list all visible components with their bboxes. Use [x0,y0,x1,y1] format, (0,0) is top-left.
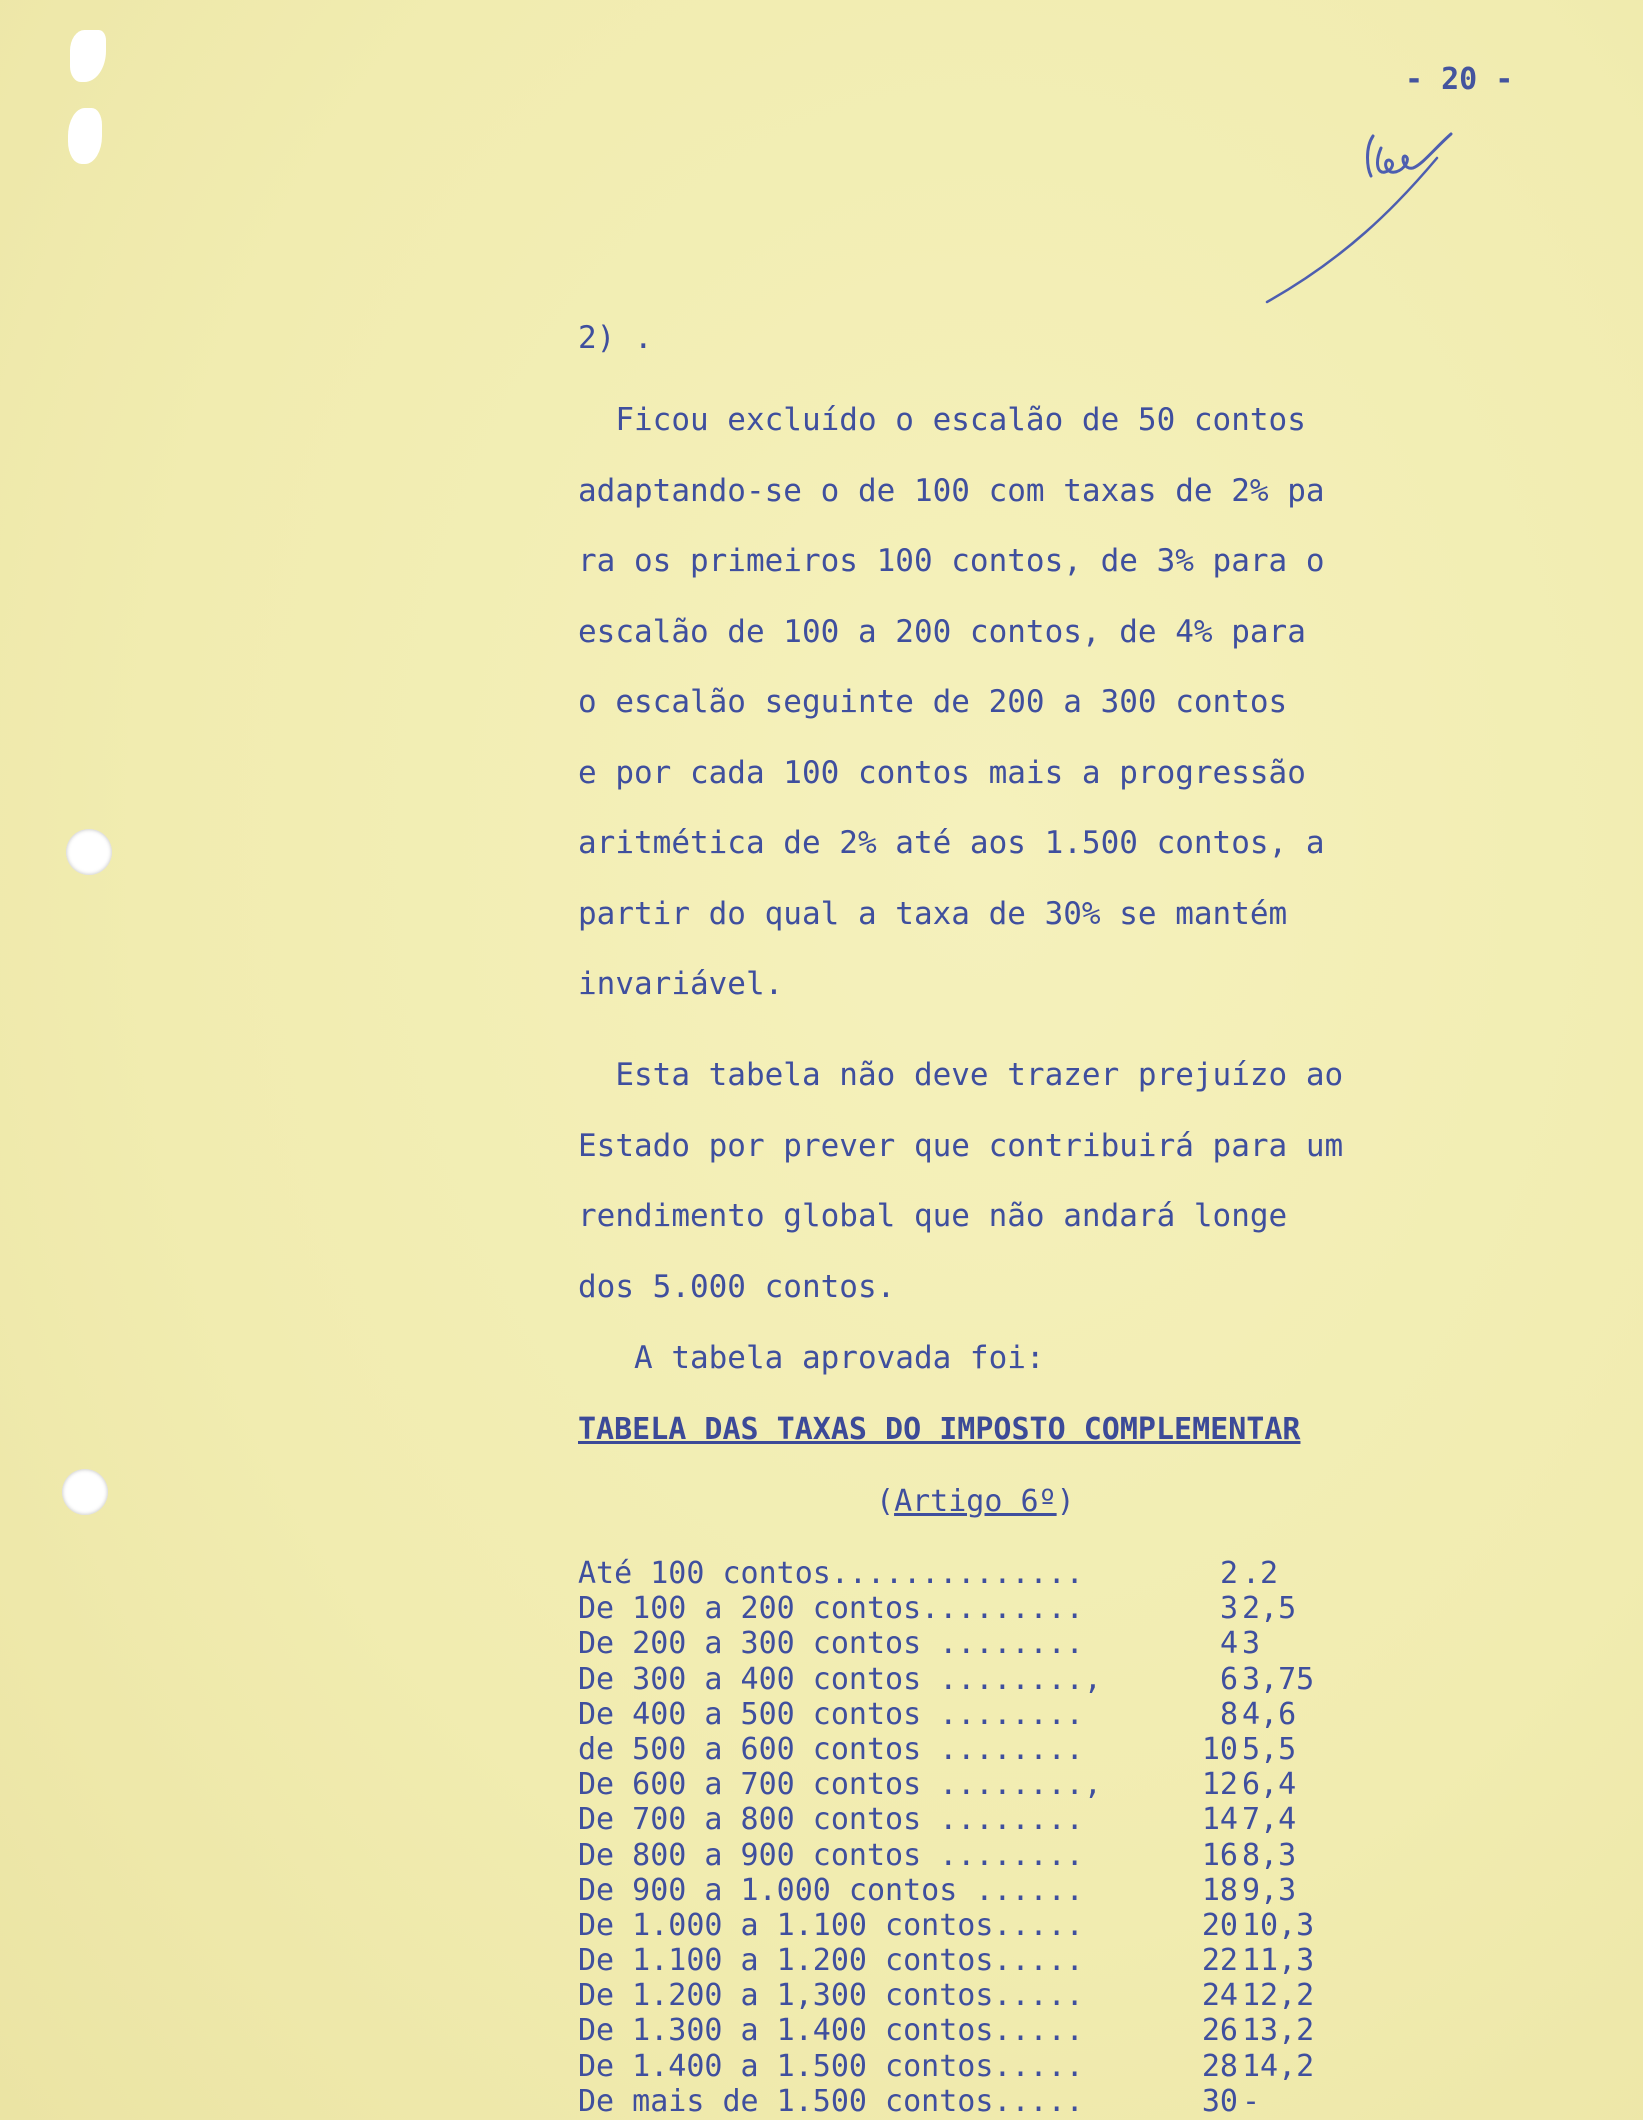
table-title: TABELA DAS TAXAS DO IMPOSTO COMPLEMENTAR [578,1412,1301,1447]
binder-hole-top [66,829,112,875]
subtitle-close: ) [1056,1484,1075,1519]
tax-rate: 4 [1219,1626,1238,1662]
bracket-range: De 1.200 a 1,300 contos..... [578,1978,1084,2014]
effective-rate: .2 [1242,1556,1279,1591]
tax-rate: 2 [1219,1556,1238,1591]
effective-rate: 5,5 [1242,1731,1297,1767]
tax-rate: 10 [1201,1731,1238,1767]
paragraph-line: invariável. [578,966,784,1002]
paragraph-line: ra os primeiros 100 contos, de 3% para o [578,543,1325,579]
signature-initials [1255,118,1495,318]
effective-rate: 13,2 [1242,2013,1315,2049]
effective-rate: 10,3 [1242,1907,1315,1943]
bracket-range: Até 100 contos.............. [578,1556,1084,1591]
effective-rate: 14,2 [1242,2048,1315,2084]
effective-rate: 11,3 [1242,1943,1315,1979]
bracket-range: De 1.000 a 1.100 contos..... [578,1907,1084,1943]
paragraph-line: Estado por prever que contribuirá para um [578,1128,1344,1164]
paragraph-line: Ficou excluído o escalão de 50 contos [578,402,1306,438]
subtitle-open: ( [876,1484,895,1519]
effective-rate: 12,2 [1242,1978,1315,2014]
paragraph-line: dos 5.000 contos. [578,1269,896,1305]
bracket-range: De 200 a 300 contos ........ [578,1626,1084,1662]
effective-rate: 3,75 [1242,1661,1315,1697]
tax-rate: 22 [1201,1943,1238,1979]
effective-rate: 6,4 [1242,1767,1297,1803]
tax-rate: 6 [1219,1661,1238,1697]
binder-hole-bottom [62,1469,108,1515]
bracket-range: De 300 a 400 contos ........, [578,1661,1102,1697]
section-marker: 2) . [578,320,653,356]
tax-rate: 3 [1219,1591,1238,1627]
effective-rate: 8,3 [1242,1837,1297,1873]
table-subtitle [876,1484,1075,1519]
tax-rate: 12 [1201,1767,1238,1803]
paragraph-line: rendimento global que não andará longe [578,1198,1288,1234]
tax-rate: 18 [1201,1872,1238,1908]
tax-rate: 16 [1201,1837,1238,1873]
effective-rate: 2,5 [1242,1591,1297,1627]
bracket-range: De 700 a 800 contos ........ [578,1802,1084,1838]
paragraph-line: e por cada 100 contos mais a progressão [578,755,1306,791]
bracket-range: De 100 a 200 contos......... [578,1591,1084,1627]
paragraph-line: Esta tabela não deve trazer prejuízo ao [578,1057,1344,1093]
bracket-range: De 1.100 a 1.200 contos..... [578,1943,1084,1979]
bracket-range: De 400 a 500 contos ........ [578,1696,1084,1732]
bracket-range: De 900 a 1.000 contos ...... [578,1872,1084,1908]
tax-rate: 8 [1219,1696,1238,1732]
effective-rate: 4,6 [1242,1696,1297,1732]
tax-rate: 26 [1201,2013,1238,2049]
effective-rate: 9,3 [1242,1872,1297,1908]
bracket-range: De 1.300 a 1.400 contos..... [578,2013,1084,2049]
bracket-range: De 600 a 700 contos ........, [578,1767,1102,1803]
paragraph-line: aritmética de 2% até aos 1.500 contos, a [578,825,1325,861]
torn-corner-mark [70,30,106,82]
tax-rate: 30 [1201,2083,1238,2119]
tax-rate: 20 [1201,1907,1238,1943]
effective-rate: - [1242,2083,1261,2119]
paragraph-line: adaptando-se o de 100 com taxas de 2% pa [578,473,1325,509]
paragraph-line: A tabela aprovada foi: [578,1340,1045,1376]
page-number: - 20 - [1405,62,1514,97]
bracket-range: De mais de 1.500 contos..... [578,2083,1084,2119]
paragraph-line: o escalão seguinte de 200 a 300 contos [578,684,1288,720]
paragraph-line: partir do qual a taxa de 30% se mantém [578,896,1288,932]
torn-hole-mark [68,108,102,164]
bracket-range: De 800 a 900 contos ........ [578,1837,1084,1873]
tax-rate: 28 [1201,2048,1238,2084]
effective-rate: 7,4 [1242,1802,1297,1838]
paragraph-line: escalão de 100 a 200 contos, de 4% para [578,614,1306,650]
tax-rate: 14 [1201,1802,1238,1838]
subtitle-text: Artigo 6º [894,1484,1057,1519]
bracket-range: de 500 a 600 contos ........ [578,1731,1084,1767]
bracket-range: De 1.400 a 1.500 contos..... [578,2048,1084,2084]
effective-rate: 3 [1242,1626,1261,1662]
tax-rate: 24 [1201,1978,1238,2014]
